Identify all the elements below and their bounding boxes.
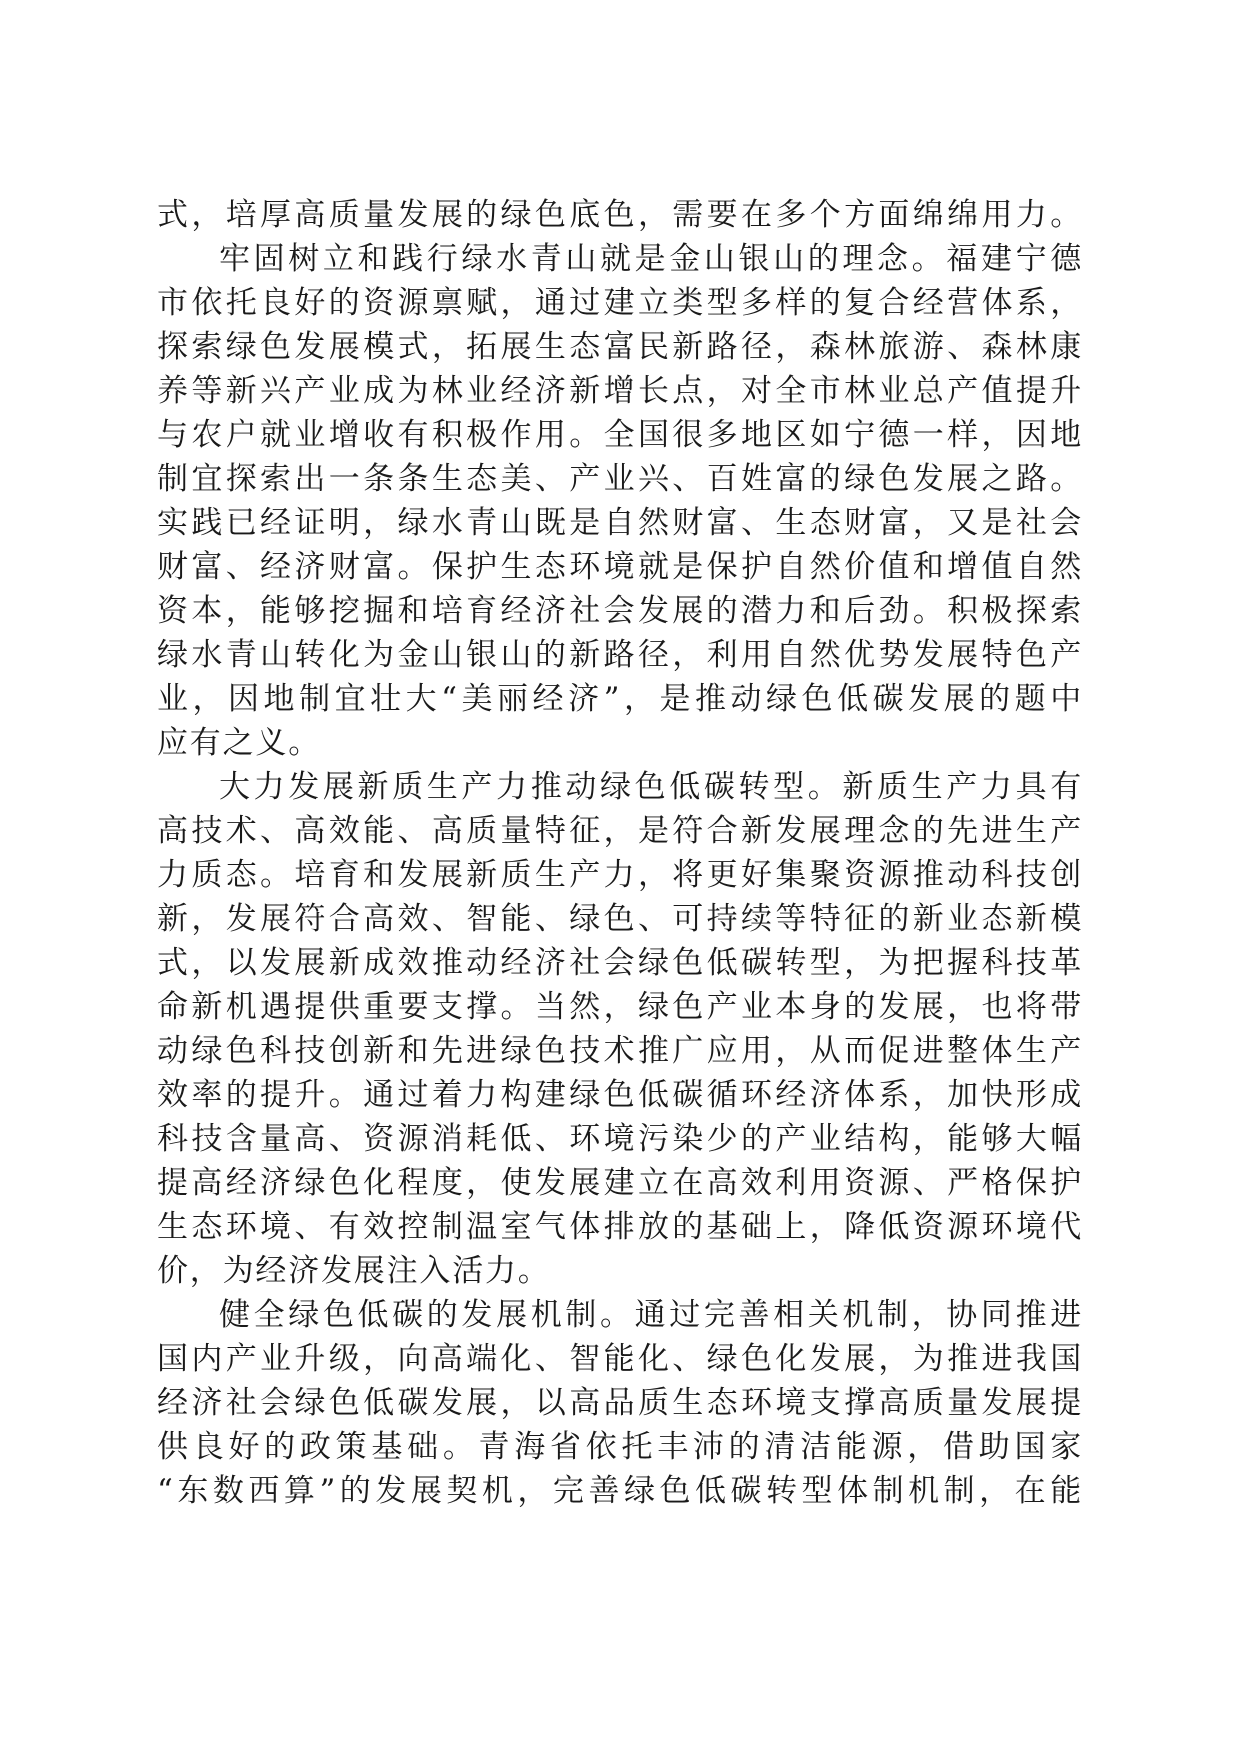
paragraph-start-line: 牢固树立和践行绿水青山就是金山银山的理念。福建宁德 — [219, 241, 1083, 277]
text-line: 业，因地制宜壮大“美丽经济”，是推动绿色低碳发展的题中 — [157, 681, 1083, 717]
text-line: 财富、经济财富。保护生态环境就是保护自然价值和增值自然 — [157, 549, 1083, 585]
text-line: 供良好的政策基础。青海省依托丰沛的清洁能源，借助国家 — [157, 1429, 1083, 1465]
text-line: 与农户就业增收有积极作用。全国很多地区如宁德一样，因地 — [157, 417, 1083, 453]
document-body — [157, 193, 1083, 1513]
text-line: 命新机遇提供重要支撑。当然，绿色产业本身的发展，也将带 — [157, 989, 1083, 1025]
paragraph-start-line: 大力发展新质生产力推动绿色低碳转型。新质生产力具有 — [219, 769, 1083, 805]
text-line: 市依托良好的资源禀赋，通过建立类型多样的复合经营体系， — [157, 285, 1083, 321]
text-line: 养等新兴产业成为林业经济新增长点，对全市林业总产值提升 — [157, 373, 1083, 409]
paragraph-end-line: 价，为经济发展注入活力。 — [157, 1253, 551, 1289]
text-line: 力质态。培育和发展新质生产力，将更好集聚资源推动科技创 — [157, 857, 1083, 893]
paragraph-start-line: 健全绿色低碳的发展机制。通过完善相关机制，协同推进 — [219, 1297, 1083, 1333]
text-line: 绿水青山转化为金山银山的新路径，利用自然优势发展特色产 — [157, 637, 1083, 673]
text-line: 实践已经证明，绿水青山既是自然财富、生态财富，又是社会 — [157, 505, 1083, 541]
text-line: 效率的提升。通过着力构建绿色低碳循环经济体系，加快形成 — [157, 1077, 1083, 1113]
text-line: 动绿色科技创新和先进绿色技术推广应用，从而促进整体生产 — [157, 1033, 1083, 1069]
text-line: 制宜探索出一条条生态美、产业兴、百姓富的绿色发展之路。 — [157, 461, 1083, 497]
paragraph-end-line: 应有之义。 — [157, 725, 321, 761]
text-line: 生态环境、有效控制温室气体排放的基础上，降低资源环境代 — [157, 1209, 1083, 1245]
text-line: 国内产业升级，向高端化、智能化、绿色化发展，为推进我国 — [157, 1341, 1083, 1377]
text-line: 科技含量高、资源消耗低、环境污染少的产业结构，能够大幅 — [157, 1121, 1083, 1157]
text-line: 提高经济绿色化程度，使发展建立在高效利用资源、严格保护 — [157, 1165, 1083, 1201]
text-line: 高技术、高效能、高质量特征，是符合新发展理念的先进生产 — [157, 813, 1083, 849]
text-line: 式，培厚高质量发展的绿色底色，需要在多个方面绵绵用力。 — [157, 197, 1083, 233]
text-line: 探索绿色发展模式，拓展生态富民新路径，森林旅游、森林康 — [157, 329, 1083, 365]
text-line: 新，发展符合高效、智能、绿色、可持续等特征的新业态新模 — [157, 901, 1083, 937]
text-line: 资本，能够挖掘和培育经济社会发展的潜力和后劲。积极探索 — [157, 593, 1083, 629]
text-line: “东数西算”的发展契机，完善绿色低碳转型体制机制，在能 — [157, 1473, 1083, 1509]
text-line: 式，以发展新成效推动经济社会绿色低碳转型，为把握科技革 — [157, 945, 1083, 981]
text-line: 经济社会绿色低碳发展，以高品质生态环境支撑高质量发展提 — [157, 1385, 1083, 1421]
